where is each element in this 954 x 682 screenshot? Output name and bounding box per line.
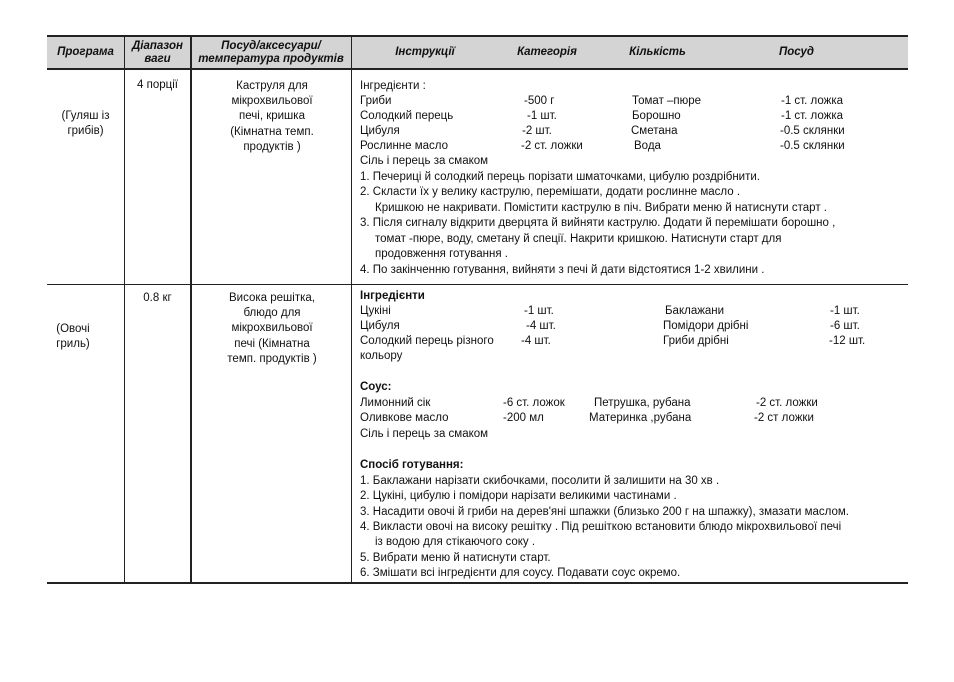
ingredient-qty: -4 шт. [521, 335, 551, 347]
header-program: Програма [57, 46, 114, 58]
ingredient-name: Гриби дрібні [663, 335, 729, 347]
ingredient-name: Цукіні [360, 305, 391, 317]
row1-weight: 4 порції [137, 79, 178, 91]
step: 6. Змішати всі інгредієнти для соусу. Подавати соус окремо. [360, 567, 681, 579]
step-continuation: томат -пюре, воду, сметану й спеції. Накрити кришкою. Натиснути старт для [375, 233, 782, 245]
ingredient-qty: -1 ст. ложка [781, 95, 844, 107]
ingredient-qty: -12 шт. [829, 335, 866, 347]
row1-program: (Гуляш із грибів) [61, 110, 110, 138]
step-continuation: продовження готування . [375, 248, 508, 260]
ingredient-qty: -2 ст. ложки [521, 140, 583, 152]
ingredient-qty: -1 шт. [524, 305, 554, 317]
sauce-ingredient-name: Петрушка, рубана [594, 397, 691, 409]
header-category: Категорія [517, 46, 577, 58]
ingredient-name: Цибуля [360, 320, 400, 332]
ingredient-name-continuation: кольору [360, 350, 403, 362]
ingredient-qty: -1 шт. [527, 110, 557, 122]
step: 3. Після сигналу відкрити дверцята й вийняти каструлю. Додати й перемішати борошно , [360, 217, 836, 229]
table-header [47, 35, 908, 70]
ingredient-qty: -6 шт. [830, 320, 860, 332]
ingredient-name: Солодкий перець різного [360, 335, 494, 347]
sauce-ingredient-qty: -2 ст. ложки [756, 397, 818, 409]
header-dish: Посуд [778, 46, 815, 58]
ingredient-name: Борошно [632, 110, 681, 122]
header-weight: Діапазон ваги [131, 39, 183, 65]
ingredient-qty: -0.5 склянки [780, 140, 845, 152]
step: 4. Викласти овочі на високу решітку . Під решіткою встановити блюдо мікрохвильової печі [360, 521, 842, 533]
column-divider [190, 35, 192, 583]
step: 1. Баклажани нарізати скибочками, посолити й залишити на 30 хв . [360, 475, 720, 487]
ingredient-qty: -2 шт. [522, 125, 552, 137]
column-divider [351, 35, 352, 583]
table-bottom-rule [47, 582, 908, 584]
ingredient-name: Баклажани [665, 305, 725, 317]
ingredient-name: Рослинне масло [360, 140, 449, 152]
ingredient-name: Цибуля [360, 125, 400, 137]
sauce-ingredient-qty: -200 мл [503, 412, 544, 424]
ingredient-name: Гриби [360, 95, 392, 107]
ingredient-name: Сметана [631, 125, 678, 137]
step: 2. Скласти їх у велику каструлю, перемішати, додати рослинне масло . [360, 186, 741, 198]
seasoning-note: Сіль і перець за смаком [360, 155, 489, 167]
row2-weight: 0.8 кг [143, 292, 172, 304]
step-continuation: із водою для стікаючого соку . [375, 536, 536, 548]
ingredient-qty: -1 ст. ложка [781, 110, 844, 122]
method-title: Спосіб готування: [360, 459, 464, 471]
step: 1. Печериці й солодкий перець порізати шматочками, цибулю роздрібнити. [360, 171, 760, 183]
sauce-ingredient-name: Материнка ,рубана [589, 412, 692, 424]
header-quantity: Кількість [629, 46, 686, 58]
ingredients-title: Інгредієнти : [360, 80, 426, 92]
step-continuation: Кришкою не накривати. Помістити каструлю в піч. Вибрати меню й натиснути старт . [375, 202, 827, 214]
ingredients-title: Інгредієнти [360, 290, 425, 302]
sauce-ingredient-qty: -6 ст. ложок [503, 397, 565, 409]
row-divider [47, 284, 908, 285]
header-cookware: Посуд/аксесуари/ температура продуктів [198, 39, 344, 65]
column-divider [124, 35, 125, 583]
step: 5. Вибрати меню й натиснути старт. [360, 552, 551, 564]
row2-cookware: Висока решітка, блюдо для мікрохвильової печі (Кімнатна темп. продуктів ) [227, 292, 317, 365]
step: 2. Цукіні, цибулю і помідори нарізати великими частинами . [360, 490, 677, 502]
seasoning-note: Сіль і перець за смаком [360, 428, 489, 440]
sauce-ingredient-name: Оливкове масло [360, 412, 449, 424]
row1-cookware: Каструля для мікрохвильової печі, кришка (Кімнатна темп. продуктів ) [230, 80, 314, 153]
ingredient-qty: -4 шт. [526, 320, 556, 332]
ingredient-name: Солодкий перець [360, 110, 454, 122]
ingredient-qty: -500 г [524, 95, 555, 107]
ingredient-name: Томат –пюре [632, 95, 702, 107]
sauce-ingredient-qty: -2 ст ложки [754, 412, 814, 424]
step: 4. По закінченню готування, вийняти з печі й дати відстоятися 1-2 хвилини . [360, 264, 765, 276]
ingredient-name: Вода [634, 140, 661, 152]
row2-program: (Овочі гриль) [56, 323, 90, 351]
ingredient-qty: -1 шт. [830, 305, 860, 317]
ingredient-qty: -0.5 склянки [780, 125, 845, 137]
header-instructions: Інструкції [395, 46, 455, 58]
sauce-ingredient-name: Лимонний сік [360, 397, 431, 409]
ingredient-name: Помідори дрібні [663, 320, 749, 332]
step: 3. Насадити овочі й гриби на дерев'яні шпажки (близько 200 г на шпажку), змазати маслом. [360, 506, 849, 518]
sauce-title: Соус: [360, 381, 392, 393]
